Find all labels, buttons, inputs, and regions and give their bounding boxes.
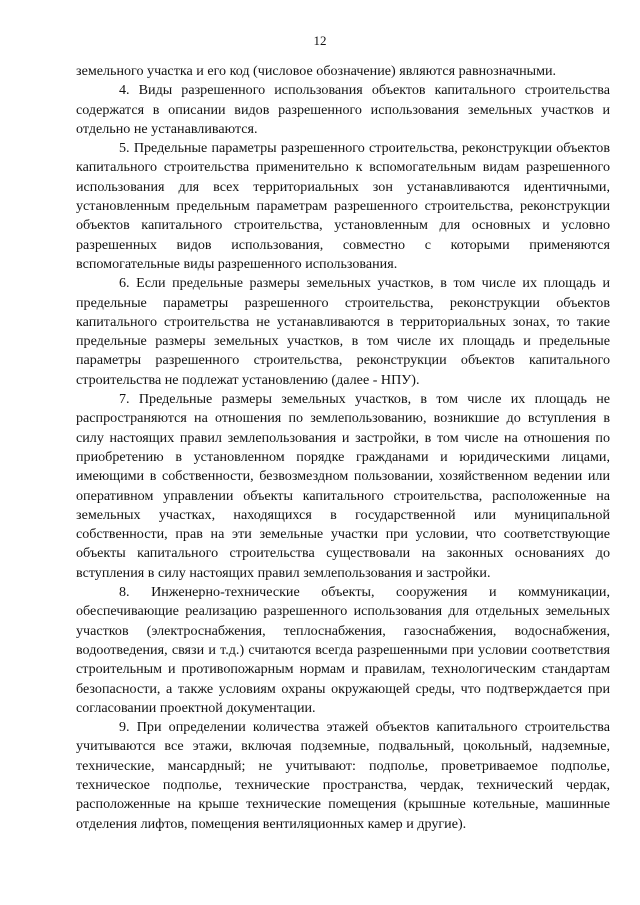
- paragraph-item-7: 7. Предельные размеры земельных участков, в том числе их площадь не распространяются на отношения по землепользованию, возникшие до вступления в силу настоящих правил землепользования и застройки, в том числе на отношения по приобретению в установленном порядке гражданами и юридическими лицами, имеющими в собственности, безвозмездном пользовании, хозяйственном ведении или оперативном управлении объекты капитального строительства, расположенные на земельных участках, находящихся в государственной или муниципальной собственности, прав на эти земельные участки при условии, что соответствующие объекты капитального строительства существовали на законных основаниях до вступления в силу настоящих правил землепользования и застройки.: [76, 391, 610, 581]
- paragraph-item-9: 9. При определении количества этажей объектов капитального строительства учитываются все этажи, включая подземные, подвальный, цокольный, надземные, технические, мансардный; не учитывают: подполье, проветриваемое подполье, техническое подполье, технические пространства, чердак, технический чердак, расположенные на крыше технические помещения (крышные котельные, машинные отделения лифтов, помещения вентиляционных камер и другие).: [76, 719, 610, 832]
- paragraph-continuation: земельного участка и его код (числовое обозначение) являются равнозначными.: [76, 63, 557, 79]
- paragraph-item-6: 6. Если предельные размеры земельных участков, в том числе их площадь и предельные параметры разрешенного строительства, реконструкции объектов капитального строительства не устанавливаются в территориальных зонах, то такие предельные размеры земельных участков, в том числе их площадь и предельные параметры разрешенного строительства, реконструкции объектов капитального строительства не подлежат установлению (далее - НПУ).: [76, 275, 610, 388]
- paragraph-item-5: 5. Предельные параметры разрешенного строительства, реконструкции объектов капитального строительства применительно к вспомогательным видам разрешенного использования для всех территориальных зон устанавливаются идентичными, установленным предельным параметрам разрешенного строительства, реконструкции объектов капитального строительства, установленным для основных и условно разрешенных видов использования, совместно с которыми применяются вспомогательные виды разрешенного использования.: [76, 140, 610, 272]
- paragraph-item-4: 4. Виды разрешенного использования объектов капитального строительства содержатся в описании видов разрешенного использования земельных участков и отдельно не устанавливаются.: [76, 82, 610, 137]
- document-body: [76, 62, 610, 834]
- page-number: 12: [313, 33, 327, 48]
- paragraph-item-8: 8. Инженерно-технические объекты, сооружения и коммуникации, обеспечивающие реализацию разрешенного использования для отдельных земельных участков (электроснабжения, теплоснабжения, газоснабжения, водоснабжения, водоотведения, связи и т.д.) считаются всегда разрешенными при условии соответствия строительным и противопожарным нормам и правилам, технологическим стандартам безопасности, а также условиям охраны окружающей среды, что подтверждается при согласовании проектной документации.: [76, 584, 610, 716]
